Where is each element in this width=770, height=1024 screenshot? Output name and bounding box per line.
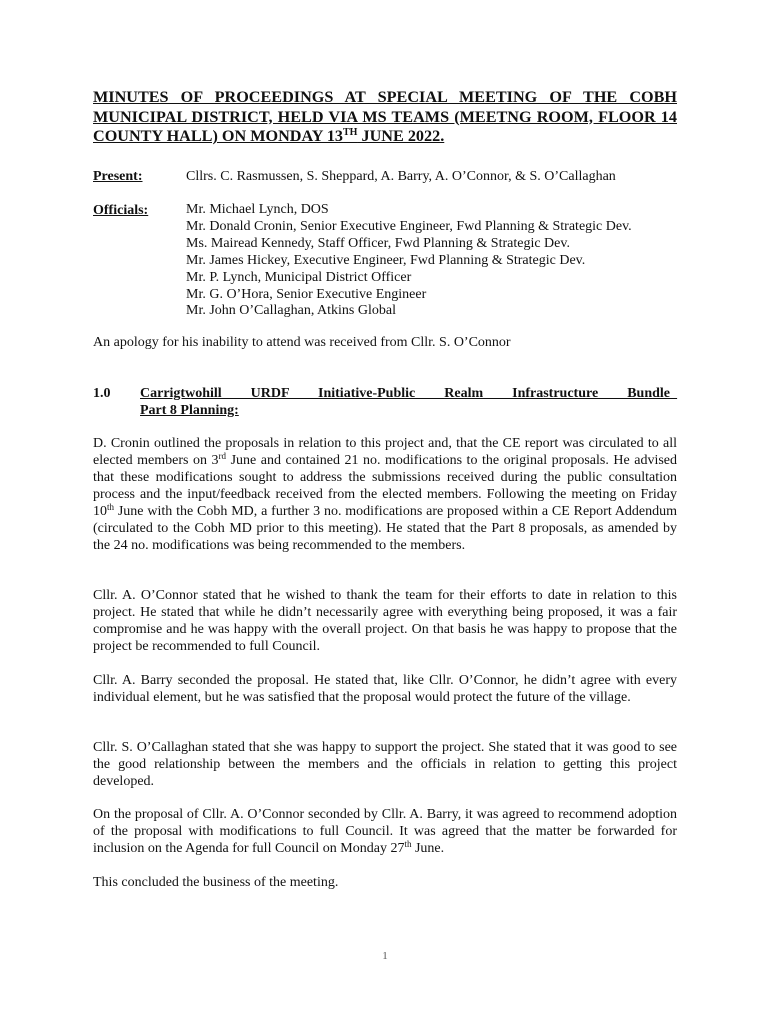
paragraph-barry: Cllr. A. Barry seconded the proposal. He stated that, like Cllr. O’Connor, he didn’t agree with every individual element, but he was satisfied that the proposal would protect the future of the village. <box>93 673 677 705</box>
present-attendees: Cllrs. C. Rasmussen, S. Sheppard, A. Barry, A. O’Connor, & S. O’Callaghan <box>186 169 616 184</box>
official-item: Mr. James Hickey, Executive Engineer, Fwd Planning & Strategic Dev. <box>186 252 586 268</box>
official-item: Mr. Donald Cronin, Senior Executive Engineer, Fwd Planning & Strategic Dev. <box>186 218 632 234</box>
officials-label: Officials: <box>93 203 149 218</box>
paragraph-text: On the proposal of Cllr. A. O’Connor seconded by Cllr. A. Barry, it was agreed to recommend adoption of the proposal with modifications to full Council. It was agreed that the matter be forwarded for inclusion on the Agenda for full Council on Monday 27 <box>93 807 677 856</box>
section-title <box>140 385 677 419</box>
title-suffix: JUNE 2022. <box>357 127 445 145</box>
official-item: Mr. G. O’Hora, Senior Executive Engineer <box>186 286 427 302</box>
official-item: Mr. Michael Lynch, DOS <box>186 202 329 217</box>
section-number: 1.0 <box>93 386 111 401</box>
paragraph-ocallaghan: Cllr. S. O’Callaghan stated that she was happy to support the project. She stated that it was good to see the good relationship between the members and the officials in relation to getting this project developed. <box>93 740 677 789</box>
page-number: 1 <box>382 950 388 962</box>
paragraph-resolution <box>93 806 677 857</box>
ordinal-superscript: th <box>404 839 412 849</box>
paragraph-text: D. Cronin outlined the proposals in relation to this project and, that the CE report was circulated to all elected members on 3 <box>93 436 677 468</box>
section-title-line1: Carrigtwohill URDF Initiative-Public Realm Infrastructure Bundle_ <box>140 386 677 401</box>
paragraph-text: June with the Cobh MD, a further 3 no. modifications are proposed within a CE Report Addendum (circulated to the Cobh MD prior to this meeting). He stated that the Part 8 proposals, as amended by the 24 no. modifications was being recommended to the members. <box>93 504 677 553</box>
paragraph-oconnor: Cllr. A. O’Connor stated that he wished to thank the team for their efforts to date in relation to this project. He stated that while he didn’t necessarily agree with everything being proposed, it was a fair compromise and he was happy with the overall project. On that basis he was happy to propose that the project be recommended to full Council. <box>93 588 677 654</box>
paragraph-text: June. <box>411 841 445 856</box>
ordinal-superscript: rd <box>218 451 227 461</box>
section-title-line2: Part 8 Planning: <box>140 403 239 418</box>
present-label: Present: <box>93 169 143 184</box>
official-item: Ms. Mairead Kennedy, Staff Officer, Fwd Planning & Strategic Dev. <box>186 235 570 251</box>
document-title <box>93 88 677 147</box>
paragraph-conclusion: This concluded the business of the meeting. <box>93 875 339 890</box>
official-item: Mr. P. Lynch, Municipal District Officer <box>186 269 412 285</box>
paragraph-cronin <box>93 435 677 554</box>
title-text: MINUTES OF PROCEEDINGS AT SPECIAL MEETING OF THE COBH MUNICIPAL DISTRICT, HELD VIA MS TEAMS (MEETNG ROOM, FLOOR 14 COUNTY HALL) ON MONDAY 13 <box>93 88 677 145</box>
paragraph-text: June and contained 21 no. modifications to the original proposals. He advised that these modifications sought to address the submissions received during the public consultation process and the input/feedback received from the elected members. Following the meeting on Friday 10 <box>93 453 677 519</box>
officials-list <box>186 202 632 320</box>
official-item: Mr. John O’Callaghan, Atkins Global <box>186 303 396 319</box>
ordinal-superscript: th <box>107 502 115 512</box>
title-superscript: TH <box>343 127 358 138</box>
apology-text: An apology for his inability to attend was received from Cllr. S. O’Connor <box>93 335 511 350</box>
